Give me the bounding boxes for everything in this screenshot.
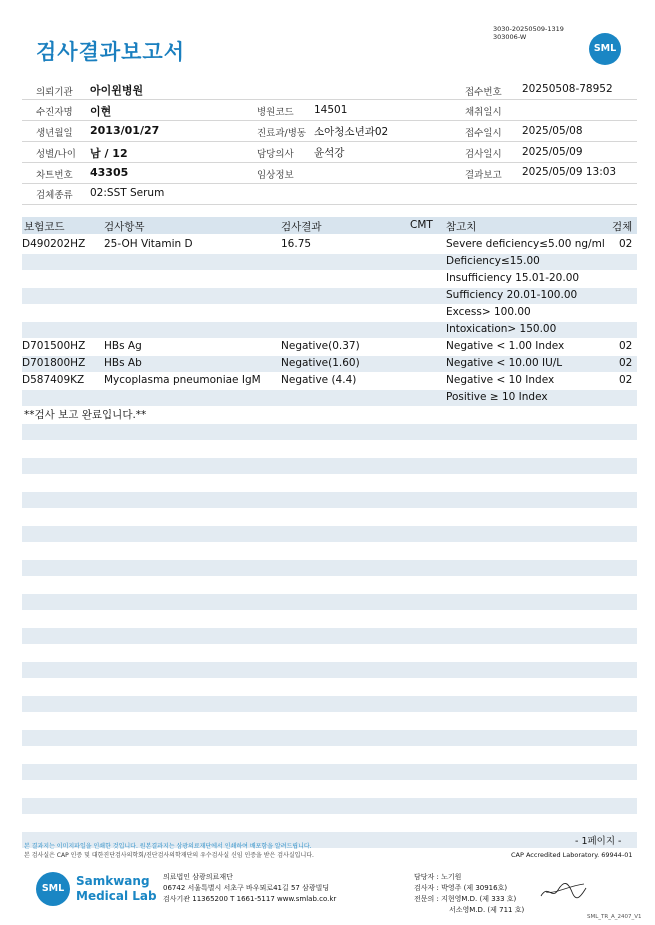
patient-label: 수진자명 [36,107,73,118]
dept-label: 진료과/병동 [257,128,307,139]
staff-manager: 담당자 : 노기원 [414,873,462,881]
address-line: 06742 서울특별시 서초구 바우뫼로41길 57 삼광빌딩 [163,884,330,892]
cell-code: D490202HZ [22,238,86,250]
doctor-value: 윤석강 [314,147,345,159]
patient-value: 이현 [90,105,112,118]
col-cmt-header: CMT [410,219,433,231]
table-stripe [22,492,637,508]
footer-notice [24,842,314,860]
table-stripe [22,560,637,576]
cell-specimen: 02 [619,340,633,352]
col-ref-header: 참고치 [446,221,477,233]
staff-tester: 검사자 : 박영주 (제 30916호) [414,884,508,892]
table-stripe [22,526,637,542]
table-stripe [22,764,637,780]
lab-name-line2: Medical Lab [76,889,157,903]
contact-line: 검사기관 11365200 T 1661-5117 www.smlab.co.kr [163,895,337,903]
cell-ref: Negative < 10.00 IU/L [446,357,563,369]
report-complete-note: **검사 보고 완료입니다.** [24,409,147,421]
cell-ref: Insufficiency 15.01-20.00 [446,272,580,284]
cell-ref: Intoxication> 150.00 [446,323,557,335]
table-stripe [22,696,637,712]
notice-line-1: 본 결과지는 이미지파일을 인쇄한 것입니다. 원본결과지는 삼광의료재단에서 인쇄하여 배포함을 알려드립니다. [24,843,312,850]
cap-accreditation: CAP Accredited Laboratory. 69944-01 [511,851,633,859]
table-stripe [22,798,637,814]
receipt-no-label: 접수번호 [465,87,502,98]
document-codes [493,25,564,41]
tested-label: 검사일시 [465,149,502,160]
signature-icon [538,878,588,904]
form-code: SML_TR_A_2407_V1 [587,914,642,920]
divider [22,99,637,100]
cell-result: Negative (4.4) [281,374,357,386]
doctor-label: 담당의사 [257,149,294,160]
chart-label: 차트번호 [36,170,73,181]
report-title: 검사결과보고서 [36,40,186,64]
lab-name-line1: Samkwang [76,874,150,888]
chart-value: 43305 [90,166,129,179]
table-stripe [22,458,637,474]
divider [22,183,637,184]
dob-label: 생년월일 [36,128,73,139]
divider [22,120,637,121]
cell-item: 25-OH Vitamin D [104,238,193,250]
dob-value: 2013/01/27 [90,124,160,137]
cell-result: 16.75 [281,238,312,250]
tested-value: 2025/05/09 [522,146,583,158]
staff-specialist-2: 서소영M.D. (제 711 호) [449,906,525,914]
page-number: - 1페이지 - [575,836,622,847]
footer-sml-logo: SML [36,872,70,906]
reported-label: 결과보고 [465,170,502,181]
staff-list [414,872,524,916]
doc-code-1: 3030-20250509-1319 [493,25,564,33]
collected-label: 채취일시 [465,107,502,118]
cell-code: D587409KZ [22,374,85,386]
received-value: 2025/05/08 [522,125,583,137]
col-specimen-header: 검체 [612,221,633,233]
cell-ref: Severe deficiency≤5.00 ng/ml [446,238,605,250]
hospital-code-label: 병원코드 [257,107,294,118]
table-stripe [22,730,637,746]
divider [22,162,637,163]
sex-age-value: 남 / 12 [90,147,128,160]
col-result-header: 검사결과 [281,221,322,233]
cell-ref: Negative < 1.00 Index [446,340,565,352]
cell-specimen: 02 [619,374,633,386]
reported-value: 2025/05/09 13:03 [522,166,617,178]
cell-result: Negative(1.60) [281,357,360,369]
cell-ref: Negative < 10 Index [446,374,555,386]
staff-specialist-1: 전문의 : 지현영M.D. (제 333 호) [414,895,517,903]
divider [22,204,637,205]
lab-address [163,872,336,905]
table-stripe [22,424,637,440]
cell-ref: Sufficiency 20.01-100.00 [446,289,578,301]
cell-result: Negative(0.37) [281,340,360,352]
cell-code: D701800HZ [22,357,86,369]
clinical-label: 임상정보 [257,170,294,181]
cell-item: HBs Ag [104,340,142,352]
specimen-value: 02:SST Serum [90,187,165,199]
sex-age-label: 성별/나이 [36,149,76,160]
doc-code-2: 303006-W [493,33,527,41]
table-stripe [22,254,637,270]
receipt-no-value: 20250508-78952 [522,83,613,95]
cell-ref: Excess> 100.00 [446,306,531,318]
cell-code: D701500HZ [22,340,86,352]
received-label: 접수일시 [465,128,502,139]
cell-item: Mycoplasma pneumoniae IgM [104,374,261,386]
col-code-header: 보험코드 [24,221,65,233]
table-stripe [22,594,637,610]
cell-specimen: 02 [619,238,633,250]
cell-item: HBs Ab [104,357,142,369]
hospital-label: 의뢰기관 [36,87,73,98]
sml-logo: SML [589,33,621,65]
cell-ref: Positive ≥ 10 Index [446,391,548,403]
divider [22,141,637,142]
col-item-header: 검사항목 [104,221,145,233]
table-stripe [22,662,637,678]
org-name: 의료법인 삼광의료재단 [163,873,233,881]
hospital-value: 아이윈병원 [90,84,144,97]
specimen-label: 검체종류 [36,190,73,201]
notice-line-2: 본 검사실은 CAP 인증 및 대한진단검사의학회/진단검사의학재단의 우수검사실 신임 인증을 받은 검사실입니다. [24,852,314,859]
table-stripe [22,628,637,644]
dept-value: 소아청소년과02 [314,126,389,138]
cell-specimen: 02 [619,357,633,369]
cell-ref: Deficiency≤15.00 [446,255,540,267]
hospital-code-value: 14501 [314,104,348,116]
